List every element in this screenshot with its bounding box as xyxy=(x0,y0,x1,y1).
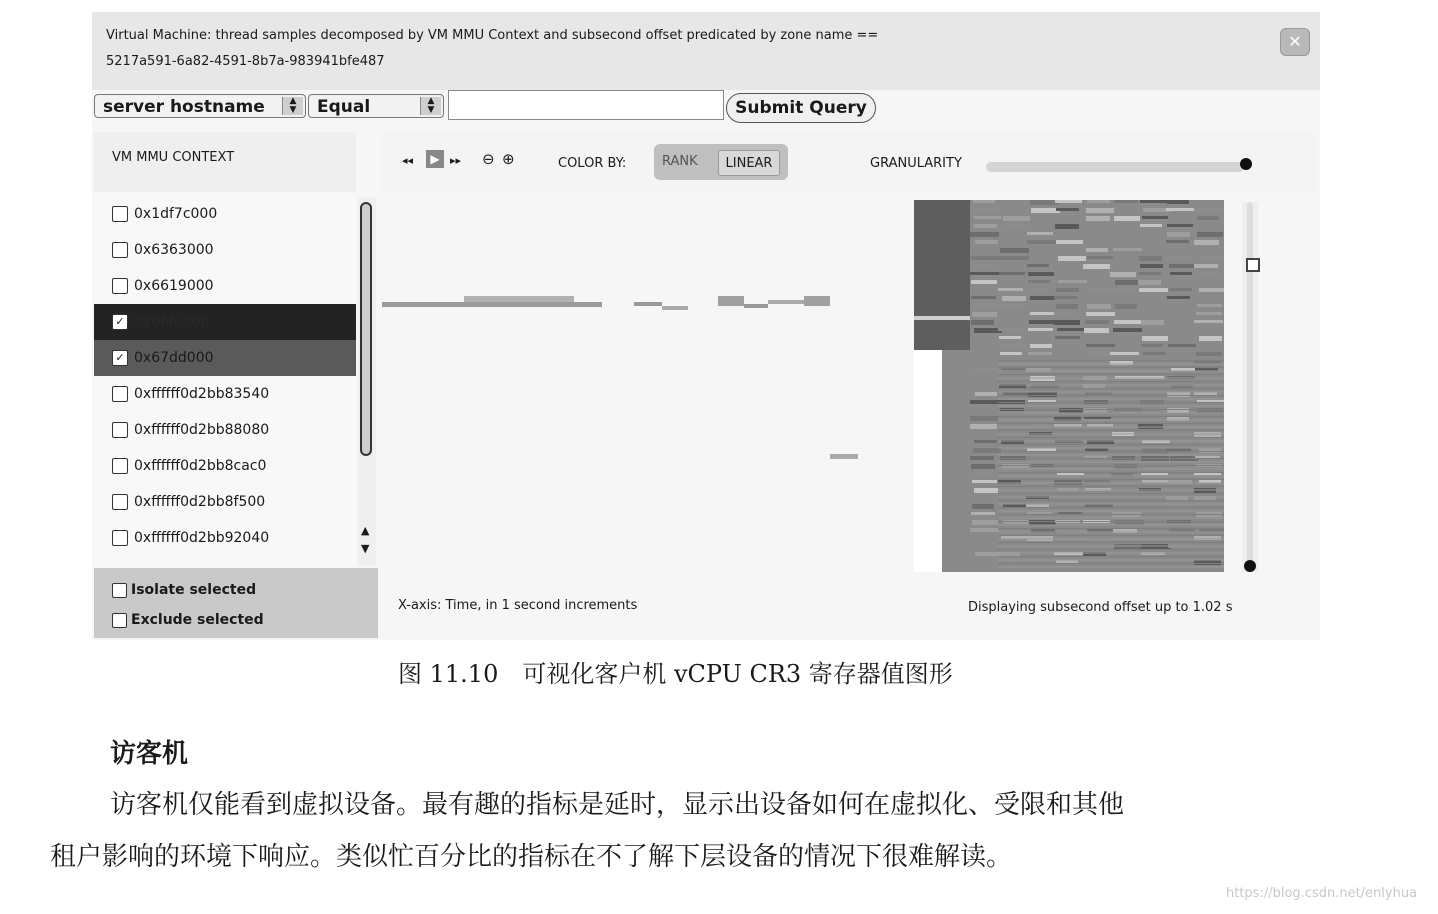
context-checkbox[interactable] xyxy=(112,422,128,438)
heatmap-cell xyxy=(1196,312,1222,315)
heatmap-cell xyxy=(1167,392,1190,397)
heatmap-cell xyxy=(1141,344,1163,347)
heatmap-cell xyxy=(1139,288,1168,292)
heatmap-cell xyxy=(1167,408,1189,413)
heatmap-cell xyxy=(1086,248,1108,252)
time-plot xyxy=(382,194,902,600)
heatmap-cell xyxy=(1110,272,1136,277)
plot-bar xyxy=(382,302,602,307)
context-list-item[interactable] xyxy=(94,412,356,448)
heatmap-cell xyxy=(998,416,1224,417)
heatmap-cell xyxy=(914,316,970,320)
heatmap-cell xyxy=(1194,208,1223,212)
heatmap-cell xyxy=(975,392,997,396)
heatmap-cell xyxy=(972,480,997,483)
context-checkbox[interactable] xyxy=(112,494,128,510)
context-list-item[interactable] xyxy=(94,196,356,232)
heatmap-cell xyxy=(1142,448,1168,453)
play-icon[interactable]: ▶ xyxy=(426,150,444,168)
heatmap-cell xyxy=(975,240,998,244)
heatmap-cell xyxy=(1058,280,1087,283)
heatmap-cell xyxy=(971,512,995,515)
context-list xyxy=(94,194,356,566)
linear-button[interactable]: LINEAR xyxy=(718,150,780,176)
heatmap-cell xyxy=(1002,304,1025,308)
step-forward-icon[interactable]: ▸▸ xyxy=(450,154,462,167)
heatmap-cell xyxy=(1140,200,1168,203)
plot-bar xyxy=(804,296,830,306)
heatmap-cell xyxy=(1056,208,1079,211)
heatmap-cell xyxy=(914,200,970,350)
context-checkbox[interactable] xyxy=(112,458,128,474)
heatmap-cell xyxy=(1115,280,1138,285)
heatmap-cell xyxy=(998,364,1224,365)
heatmap-cell xyxy=(970,208,999,212)
heatmap-cell xyxy=(1167,504,1191,509)
heatmap-cell xyxy=(1196,352,1222,356)
heatmap-cell xyxy=(971,264,994,269)
scroll-thumb[interactable] xyxy=(360,202,372,456)
watermark-text: https://blog.csdn.net/enlyhua xyxy=(1226,886,1418,901)
context-label: 0xffffff0d2bb88080 xyxy=(134,422,270,438)
plot-bar xyxy=(662,306,688,310)
heatmap-cell xyxy=(998,532,1224,533)
context-panel-title: VM MMU CONTEXT xyxy=(112,150,235,165)
heatmap-cell xyxy=(974,224,997,228)
heatmap-cell xyxy=(998,528,1224,529)
heatmap-cell xyxy=(1000,248,1029,253)
heatmap-cell xyxy=(998,549,1224,550)
rank-button[interactable]: RANK xyxy=(662,154,698,169)
heatmap-cell xyxy=(1055,200,1082,203)
heatmap-cell xyxy=(970,528,999,532)
heatmap-cell xyxy=(1087,200,1110,203)
heatmap-cell xyxy=(1197,304,1222,307)
heatmap-cell xyxy=(998,465,1224,466)
context-checkbox[interactable]: ✓ xyxy=(112,350,128,366)
heatmap-cell xyxy=(974,328,1002,333)
heatmap-cell xyxy=(1028,352,1052,355)
context-list-item[interactable] xyxy=(94,268,356,304)
heatmap-cell xyxy=(1000,256,1029,260)
heatmap-cell xyxy=(1030,344,1052,348)
heatmap-cell xyxy=(998,441,1224,442)
heatmap-cell xyxy=(1086,352,1108,356)
heatmap-cell xyxy=(1194,240,1219,245)
plot-bar xyxy=(768,300,804,304)
heatmap-cell xyxy=(998,535,1224,536)
heatmap-cell xyxy=(1087,288,1113,293)
heatmap-cell xyxy=(1027,232,1053,235)
heatmap-cell xyxy=(998,434,1224,435)
isolate-selected-option[interactable] xyxy=(112,582,256,598)
heatmap-cell xyxy=(998,518,1224,519)
operator-select-value: Equal xyxy=(317,97,371,117)
context-label: 0xffffff0d2bb8f500 xyxy=(134,494,266,510)
section-heading: 访客机 xyxy=(110,739,189,769)
zoom-in-icon[interactable]: ⊕ xyxy=(502,150,515,168)
heatmap-cell xyxy=(1143,352,1166,355)
heatmap-cell xyxy=(998,430,1224,431)
heatmap-cell xyxy=(1086,208,1114,213)
isolate-checkbox[interactable] xyxy=(112,583,127,598)
heatmap-cell xyxy=(1085,320,1109,324)
heatmap-cell xyxy=(971,464,995,469)
heatmap-cell xyxy=(1113,328,1142,332)
plot-bar xyxy=(830,454,858,459)
context-checkbox[interactable] xyxy=(112,242,128,258)
heatmap-cell xyxy=(1199,448,1221,453)
color-mode-toggle xyxy=(654,144,788,180)
heatmap-cell xyxy=(998,381,1224,382)
heatmap-cell xyxy=(972,312,997,317)
context-list-item[interactable] xyxy=(94,376,356,412)
heatmap-cell xyxy=(998,420,1224,421)
zoom-out-icon[interactable]: ⊖ xyxy=(482,150,495,168)
field-select-value: server hostname xyxy=(103,97,265,117)
heatmap-cell xyxy=(998,546,1224,547)
heatmap-cell xyxy=(970,456,994,460)
subsecond-offset-label: Displaying subsecond offset up to 1.02 s xyxy=(968,600,1233,615)
heatmap-cell xyxy=(998,511,1224,512)
context-label: 0x6363000 xyxy=(134,242,214,258)
select-arrows-icon: ▲ ▼ xyxy=(420,97,441,115)
paragraph-line2: 租户影响的环境下响应。类似忙百分比的指标在不了解下层设备的情况下很难解读。 xyxy=(50,842,1013,872)
context-list-item[interactable] xyxy=(94,520,356,556)
exclude-checkbox[interactable] xyxy=(112,613,127,628)
heatmap-cell xyxy=(998,360,1224,361)
heatmap-cell xyxy=(998,542,1224,543)
heatmap-cell xyxy=(998,367,1224,368)
context-label: 0x67dd000 xyxy=(134,350,214,366)
heatmap-cell xyxy=(1028,272,1054,276)
subsecond-slider-handle[interactable] xyxy=(1246,258,1260,272)
heatmap-cell xyxy=(973,448,1001,453)
submit-query-button[interactable]: Submit Query xyxy=(726,93,876,123)
heatmap-cell xyxy=(1115,304,1137,309)
heatmap-cell xyxy=(998,409,1224,410)
context-checkbox[interactable] xyxy=(112,278,128,294)
context-checkbox[interactable] xyxy=(112,206,128,222)
heatmap-cell xyxy=(1029,520,1056,525)
heatmap-cell xyxy=(998,458,1224,459)
granularity-slider-knob[interactable] xyxy=(1240,158,1252,170)
heatmap-cell xyxy=(998,427,1224,428)
heatmap-cell xyxy=(998,567,1224,568)
heatmap-cell xyxy=(1055,224,1079,229)
heatmap-cell xyxy=(1059,408,1086,413)
heatmap-cell xyxy=(1166,208,1194,211)
context-label: 0xffffff0d2bb92040 xyxy=(134,530,270,546)
heatmap-cell xyxy=(970,400,999,404)
heatmap-cell xyxy=(998,472,1224,473)
heatmap-cell xyxy=(1056,288,1079,292)
heatmap-cell xyxy=(1114,216,1140,221)
heatmap-cell xyxy=(970,424,997,429)
context-list-item[interactable] xyxy=(94,340,356,376)
heatmap-cell xyxy=(1138,280,1161,285)
plot-bar xyxy=(744,304,768,308)
heatmap-cell xyxy=(998,483,1224,484)
heatmap-cell xyxy=(998,395,1224,396)
heatmap-cell xyxy=(1138,272,1161,275)
heatmap-cell xyxy=(998,448,1224,449)
plot-bar xyxy=(634,302,662,306)
heatmap-cell xyxy=(1197,232,1223,237)
heatmap-cell xyxy=(1171,464,1195,469)
heatmap-cell xyxy=(1194,320,1223,323)
heatmap-cell xyxy=(974,216,1001,219)
operator-select[interactable] xyxy=(308,94,444,118)
heatmap-cell xyxy=(1054,312,1076,316)
heatmap-cell xyxy=(1028,280,1050,283)
heatmap-cell xyxy=(998,328,1023,331)
heatmap-cell xyxy=(998,399,1224,400)
heatmap-cell xyxy=(1054,320,1080,325)
heatmap-cell xyxy=(1167,200,1189,204)
heatmap-cell xyxy=(1140,264,1163,268)
context-label: 0x66f0000 xyxy=(134,314,210,330)
heatmap-cell xyxy=(1114,200,1138,203)
heatmap-cell xyxy=(971,280,997,284)
subsecond-slider-knob[interactable] xyxy=(1244,560,1256,572)
heatmap-cell xyxy=(998,490,1224,491)
heatmap-cell xyxy=(971,296,996,299)
heatmap-cell xyxy=(1110,288,1136,291)
list-scrollbar[interactable] xyxy=(358,198,376,566)
heatmap-cell xyxy=(972,520,998,525)
context-checkbox[interactable] xyxy=(112,386,128,402)
heatmap-cell xyxy=(998,385,1224,386)
heatmap-cell xyxy=(998,413,1224,414)
heatmap-cell xyxy=(998,556,1224,557)
heatmap-cell xyxy=(1168,256,1191,259)
heatmap-cell xyxy=(1194,560,1221,565)
query-value-input[interactable] xyxy=(448,90,724,120)
heatmap-cell xyxy=(1199,336,1222,341)
exclude-label: Exclude selected xyxy=(131,612,264,628)
heatmap-cell xyxy=(970,272,999,275)
heatmap-cell xyxy=(998,476,1224,477)
heatmap-cell xyxy=(999,336,1021,339)
heatmap-cell xyxy=(1167,224,1193,227)
heatmap-cell xyxy=(998,392,1224,393)
heatmap-cell xyxy=(1114,320,1143,324)
heatmap-cell xyxy=(998,462,1224,463)
heatmap-cell xyxy=(970,472,996,475)
heatmap-cell xyxy=(998,553,1224,554)
heatmap-cell xyxy=(972,504,994,509)
context-checkbox[interactable]: ✓ xyxy=(112,314,128,330)
context-label: 0xffffff0d2bb8cac0 xyxy=(134,458,267,474)
heatmap-cell xyxy=(1057,328,1084,331)
heatmap-cell xyxy=(998,560,1224,561)
heatmap-cell xyxy=(971,320,994,325)
heatmap-cell xyxy=(974,304,1001,309)
heatmap-cell xyxy=(998,514,1224,515)
heatmap-cell xyxy=(1168,344,1196,347)
heatmap-cell xyxy=(1196,272,1220,276)
heatmap-cell xyxy=(1114,464,1137,469)
heatmap-cell xyxy=(999,272,1025,275)
heatmap-cell xyxy=(998,497,1224,498)
heatmap-cell xyxy=(1087,304,1111,309)
heatmap-cell xyxy=(1086,312,1115,316)
heatmap-cell xyxy=(1083,408,1107,413)
subsecond-slider[interactable] xyxy=(1242,202,1258,572)
heatmap-cell xyxy=(998,371,1224,372)
heatmap-cell xyxy=(1003,224,1029,228)
heatmap-cell xyxy=(998,423,1224,424)
heatmap-cell xyxy=(998,455,1224,456)
context-list-item[interactable] xyxy=(94,232,356,268)
heatmap-cell xyxy=(998,486,1224,487)
heatmap-cell xyxy=(1028,328,1053,331)
color-by-label: COLOR BY: xyxy=(558,156,627,171)
granularity-slider[interactable] xyxy=(986,162,1244,172)
heatmap-cell xyxy=(998,374,1224,375)
heatmap-cell xyxy=(1169,264,1195,268)
heatmap-cell xyxy=(1056,304,1078,309)
heatmap-cell xyxy=(1110,352,1139,355)
heatmap-cell xyxy=(998,288,1023,291)
heatmap-cell xyxy=(970,416,998,421)
heatmap-cell xyxy=(1054,296,1077,299)
heatmap-cell xyxy=(1084,328,1109,333)
heatmap-cell xyxy=(1169,288,1192,291)
heatmap-cell xyxy=(998,469,1224,470)
heatmap-cell xyxy=(1115,520,1144,525)
context-checkbox[interactable] xyxy=(112,530,128,546)
heatmap-cell xyxy=(1166,240,1189,243)
heatmap-cell xyxy=(1086,344,1115,347)
heatmap-cell xyxy=(1027,240,1056,244)
heatmap-cell xyxy=(998,388,1224,389)
field-select[interactable] xyxy=(94,94,306,118)
isolate-label: Isolate selected xyxy=(131,582,257,598)
heatmap-cell xyxy=(1003,216,1030,221)
vm-window xyxy=(92,12,1320,640)
heatmap-cell xyxy=(1028,392,1057,397)
heatmap-cell xyxy=(998,525,1224,526)
heatmap-cell xyxy=(1142,216,1168,219)
heatmap-cell xyxy=(1083,264,1110,269)
heatmap-cell xyxy=(1199,288,1224,292)
heatmap-cell xyxy=(970,232,999,237)
plot-toolbar xyxy=(382,132,1318,192)
heatmap-cell xyxy=(1029,320,1054,324)
selection-options xyxy=(94,568,378,638)
heatmap-cell xyxy=(998,539,1224,540)
heatmap-cell xyxy=(1167,296,1190,299)
heatmap-cell xyxy=(998,504,1224,505)
heatmap-cell xyxy=(998,437,1224,438)
heatmap-cell xyxy=(1199,256,1224,260)
figure-caption: 图 11.10 可视化客户机 vCPU CR3 寄存器值图形 xyxy=(398,660,953,688)
heatmap-cell xyxy=(998,406,1224,407)
x-axis-label: X-axis: Time, in 1 second increments xyxy=(398,598,638,613)
heatmap-cell xyxy=(1055,336,1080,339)
title-bar xyxy=(92,12,1320,90)
step-back-icon[interactable]: ◂◂ xyxy=(402,154,414,167)
heatmap-cell xyxy=(998,507,1224,508)
heatmap-cell xyxy=(971,368,995,371)
heatmap-cell xyxy=(1194,264,1218,268)
heatmap-cell xyxy=(1056,240,1083,244)
granularity-label: GRANULARITY xyxy=(870,156,962,171)
heatmap-cell xyxy=(998,521,1224,522)
heatmap-cell xyxy=(1087,256,1113,259)
heatmap-cell xyxy=(998,444,1224,445)
heatmap-cell xyxy=(914,350,942,572)
context-list-item[interactable] xyxy=(94,304,356,340)
heatmap-cell xyxy=(1026,288,1050,291)
heatmap-cell xyxy=(1197,216,1219,220)
heatmap-cell xyxy=(998,402,1224,403)
heatmap-cell xyxy=(1113,248,1142,251)
heatmap-cell xyxy=(1001,344,1030,347)
context-label: 0x1df7c000 xyxy=(134,206,218,222)
heatmap-cell xyxy=(971,256,1000,260)
paragraph-line1: 访客机仅能看到虚拟设备。最有趣的指标是延时，显示出设备如何在虚拟化、受限和其他 xyxy=(110,790,1125,820)
heatmap-cell xyxy=(998,378,1224,379)
heatmap-cell xyxy=(1142,336,1168,341)
heatmap-cell xyxy=(1140,224,1162,227)
exclude-selected-option[interactable] xyxy=(112,612,264,628)
heatmap-cell xyxy=(973,200,995,203)
close-icon[interactable]: ✕ xyxy=(1280,28,1310,56)
select-arrows-icon: ▲ ▼ xyxy=(282,97,303,115)
heatmap-cell xyxy=(998,451,1224,452)
scroll-up-icon[interactable]: ▲ xyxy=(361,524,370,537)
scroll-down-icon[interactable]: ▼ xyxy=(361,542,370,555)
heatmap-cell xyxy=(974,488,998,493)
heatmap-cell xyxy=(1030,312,1055,315)
heatmap-cell xyxy=(1031,208,1060,213)
heatmap-cell xyxy=(1086,216,1110,221)
heatmap-cell xyxy=(1197,408,1223,413)
plot-bar xyxy=(718,296,744,306)
heatmap-cell xyxy=(1167,232,1190,237)
heatmap-cell xyxy=(1139,256,1162,261)
heatmap-cell xyxy=(1000,352,1022,355)
window-title-line1: Virtual Machine: thread samples decomposed by VM MMU Context and subsecond offset predicated by zone name == xyxy=(106,28,879,43)
heatmap-cell xyxy=(974,440,997,443)
heatmap-cell xyxy=(1170,272,1192,275)
heatmap-cell xyxy=(1002,296,1026,301)
heatmap-cell xyxy=(1030,296,1055,300)
subsecond-heatmap xyxy=(914,200,1224,572)
heatmap-cell xyxy=(998,563,1224,564)
plot-bar xyxy=(464,296,574,302)
heatmap-cell xyxy=(1058,256,1086,261)
window-title-line2: 5217a591-6a82-4591-8b7a-983941bfe487 xyxy=(106,54,385,69)
heatmap-cell xyxy=(998,479,1224,480)
context-label: 0x6619000 xyxy=(134,278,214,294)
heatmap-cell xyxy=(1030,200,1059,205)
context-list-item[interactable] xyxy=(94,484,356,520)
context-list-item[interactable] xyxy=(94,448,356,484)
context-label: 0xffffff0d2bb83540 xyxy=(134,386,270,402)
heatmap-cell xyxy=(1141,320,1164,325)
heatmap-cell xyxy=(998,493,1224,494)
heatmap-cell xyxy=(998,500,1224,501)
heatmap-cell xyxy=(1027,264,1049,267)
